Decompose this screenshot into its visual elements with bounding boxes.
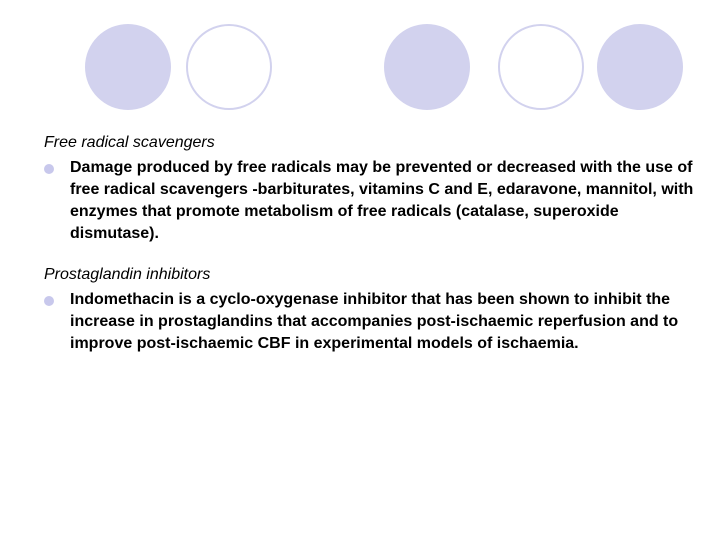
section-free-radical-scavengers — [44, 133, 694, 245]
section-heading: Prostaglandin inhibitors — [44, 266, 211, 283]
decor-circle-filled — [384, 24, 470, 110]
section-prostaglandin-inhibitors — [44, 265, 694, 355]
section-heading: Free radical scavengers — [44, 134, 215, 151]
bullet-dot-icon — [44, 296, 54, 306]
slide-content — [44, 133, 694, 355]
bullet-dot-icon — [44, 164, 54, 174]
bullet-text: Indomethacin is a cyclo-oxygenase inhibitor that has been shown to inhibit the increase in prostaglandins that accompanies post-ischaemic reperfusion and to improve post-ischaemic CBF in experimental models of ischaemia. — [70, 291, 679, 352]
bullet-item — [44, 289, 694, 355]
bullet-text: Damage produced by free radicals may be prevented or decreased with the use of free radical scavengers -barbiturates, vitamins C and E, edaravone, mannitol, with enzymes that promote metabolism of free radicals (catalase, superoxide dismutase). — [70, 159, 694, 242]
decor-circle-outline — [498, 24, 584, 110]
decor-circle-filled — [597, 24, 683, 110]
bullet-item — [44, 157, 694, 245]
decor-circle-outline — [186, 24, 272, 110]
decor-circle-filled — [85, 24, 171, 110]
